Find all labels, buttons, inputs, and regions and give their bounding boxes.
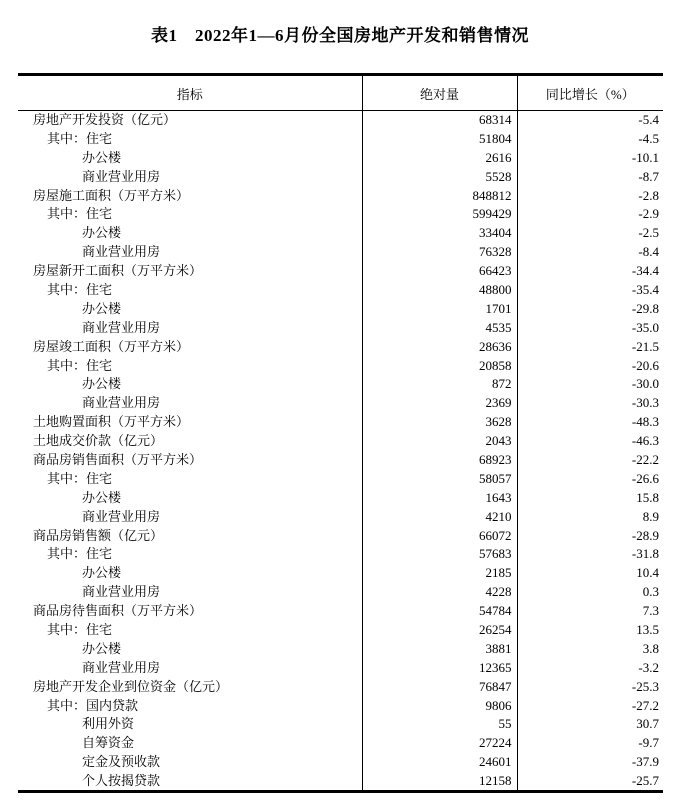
table-row [18,413,663,432]
indicator-cell: 自筹资金 [18,734,362,753]
table-row [18,526,663,545]
table-row [18,186,663,205]
absolute-value-cell: 24601 [362,753,517,772]
table-row [18,564,663,583]
indicator-cell: 其中：住宅 [18,621,362,640]
absolute-value-cell: 28636 [362,337,517,356]
absolute-value-cell: 3881 [362,639,517,658]
indicator-cell: 办公楼 [18,488,362,507]
absolute-value-cell: 68923 [362,451,517,470]
yoy-growth-cell: -46.3 [631,433,659,449]
yoy-growth-cell: -30.0 [631,376,659,392]
indicator-cell: 商业营业用房 [18,507,362,526]
absolute-value-cell: 33404 [362,224,517,243]
table-row [18,281,663,300]
column-header-absolute: 绝对量 [362,75,517,111]
yoy-growth-cell: 10.4 [636,565,659,581]
absolute-value-cell: 12158 [362,772,517,792]
absolute-value-cell: 68314 [362,111,517,130]
yoy-growth-cell: -10.1 [631,149,659,165]
indicator-cell: 商业营业用房 [18,658,362,677]
table-row [18,469,663,488]
absolute-value-cell: 20858 [362,356,517,375]
absolute-value-cell: 3628 [362,413,517,432]
table-body [18,111,663,792]
table-row [18,734,663,753]
table-row [18,129,663,148]
indicator-cell: 定金及预收款 [18,753,362,772]
yoy-growth-cell: -25.7 [631,772,659,788]
table-header [18,75,663,111]
table-row [18,583,663,602]
yoy-growth-cell: -9.7 [638,735,659,751]
indicator-cell: 商业营业用房 [18,583,362,602]
absolute-value-cell: 1643 [362,488,517,507]
indicator-cell: 商品房待售面积（万平方米） [18,602,362,621]
table-row [18,262,663,281]
table-row [18,602,663,621]
yoy-growth-cell: 13.5 [636,621,659,637]
absolute-value-cell: 1701 [362,299,517,318]
indicator-cell: 房屋施工面积（万平方米） [18,186,362,205]
absolute-value-cell: 2369 [362,394,517,413]
yoy-growth-cell: -35.0 [631,319,659,335]
indicator-cell: 其中：住宅 [18,281,362,300]
table-row [18,451,663,470]
table-row [18,658,663,677]
table-row [18,205,663,224]
indicator-cell: 土地成交价款（亿元） [18,432,362,451]
indicator-cell: 其中：国内贷款 [18,696,362,715]
stats-table [18,73,663,793]
absolute-value-cell: 5528 [362,167,517,186]
yoy-growth-cell: -2.9 [638,206,659,222]
absolute-value-cell: 57683 [362,545,517,564]
table-row [18,148,663,167]
yoy-growth-cell: 15.8 [636,489,659,505]
yoy-growth-cell: -29.8 [631,300,659,316]
table-row [18,111,663,130]
indicator-cell: 办公楼 [18,375,362,394]
column-header-yoy-growth: 同比增长（%） [545,86,635,102]
indicator-cell: 房地产开发企业到位资金（亿元） [18,677,362,696]
absolute-value-cell: 76847 [362,677,517,696]
table-row [18,507,663,526]
yoy-growth-cell: -26.6 [631,470,659,486]
indicator-cell: 其中：住宅 [18,469,362,488]
yoy-growth-cell: 30.7 [636,716,659,732]
indicator-cell: 其中：住宅 [18,356,362,375]
yoy-growth-cell: -27.2 [631,697,659,713]
page-title: 表1 2022年1—6月份全国房地产开发和销售情况 [151,26,529,45]
yoy-growth-cell: -25.3 [631,678,659,694]
yoy-growth-cell: -34.4 [631,263,659,279]
absolute-value-cell: 48800 [362,281,517,300]
absolute-value-cell: 55 [362,715,517,734]
table-row [18,356,663,375]
column-header-indicator: 指标 [18,75,362,111]
table-row [18,394,663,413]
table-row [18,753,663,772]
table-row [18,772,663,792]
absolute-value-cell: 9806 [362,696,517,715]
absolute-value-cell: 4210 [362,507,517,526]
absolute-value-cell: 27224 [362,734,517,753]
table-row [18,318,663,337]
absolute-value-cell: 58057 [362,469,517,488]
yoy-growth-cell: 8.9 [642,508,659,524]
table-row [18,677,663,696]
indicator-cell: 办公楼 [18,224,362,243]
indicator-cell: 其中：住宅 [18,129,362,148]
yoy-growth-cell: -8.7 [638,168,659,184]
absolute-value-cell: 76328 [362,243,517,262]
yoy-growth-cell: -8.4 [638,244,659,260]
yoy-growth-cell: -35.4 [631,281,659,297]
indicator-cell: 房地产开发投资（亿元） [18,111,362,130]
yoy-growth-cell: -22.2 [631,451,659,467]
table-row [18,299,663,318]
absolute-value-cell: 4228 [362,583,517,602]
yoy-growth-cell: -30.3 [631,395,659,411]
absolute-value-cell: 26254 [362,621,517,640]
absolute-value-cell: 4535 [362,318,517,337]
yoy-growth-cell: -31.8 [631,546,659,562]
yoy-growth-cell: -2.8 [638,187,659,203]
yoy-growth-cell: -4.5 [638,130,659,146]
indicator-cell: 商业营业用房 [18,318,362,337]
indicator-cell: 办公楼 [18,639,362,658]
indicator-cell: 土地购置面积（万平方米） [18,413,362,432]
absolute-value-cell: 848812 [362,186,517,205]
indicator-cell: 商品房销售面积（万平方米） [18,451,362,470]
indicator-cell: 办公楼 [18,299,362,318]
indicator-cell: 利用外资 [18,715,362,734]
indicator-cell: 房屋竣工面积（万平方米） [18,337,362,356]
absolute-value-cell: 872 [362,375,517,394]
yoy-growth-cell: 3.8 [642,640,659,656]
absolute-value-cell: 66072 [362,526,517,545]
absolute-value-cell: 2616 [362,148,517,167]
yoy-growth-cell: -2.5 [638,225,659,241]
indicator-cell: 房屋新开工面积（万平方米） [18,262,362,281]
absolute-value-cell: 2043 [362,432,517,451]
absolute-value-cell: 51804 [362,129,517,148]
absolute-value-cell: 12365 [362,658,517,677]
indicator-cell: 商业营业用房 [18,394,362,413]
absolute-value-cell: 2185 [362,564,517,583]
yoy-growth-cell: -3.2 [638,659,659,675]
yoy-growth-cell: -5.4 [638,112,659,128]
absolute-value-cell: 54784 [362,602,517,621]
table-row [18,167,663,186]
yoy-growth-cell: 7.3 [642,603,659,619]
table-row [18,243,663,262]
absolute-value-cell: 599429 [362,205,517,224]
indicator-cell: 其中：住宅 [18,205,362,224]
table-row [18,432,663,451]
indicator-cell: 商业营业用房 [18,167,362,186]
table-row [18,621,663,640]
table-row [18,375,663,394]
indicator-cell: 其中：住宅 [18,545,362,564]
yoy-growth-cell: -37.9 [631,754,659,770]
yoy-growth-cell: -21.5 [631,338,659,354]
yoy-growth-cell: -28.9 [631,527,659,543]
table-row [18,639,663,658]
table-row [18,337,663,356]
indicator-cell: 个人按揭贷款 [18,772,362,792]
table-row [18,488,663,507]
indicator-cell: 办公楼 [18,564,362,583]
indicator-cell: 商品房销售额（亿元） [18,526,362,545]
table-row [18,545,663,564]
table-row [18,715,663,734]
table-row [18,696,663,715]
yoy-growth-cell: 0.3 [642,584,659,600]
header-row [18,75,663,111]
absolute-value-cell: 66423 [362,262,517,281]
yoy-growth-cell: -48.3 [631,414,659,430]
indicator-cell: 办公楼 [18,148,362,167]
table-row [18,224,663,243]
indicator-cell: 商业营业用房 [18,243,362,262]
yoy-growth-cell: -20.6 [631,357,659,373]
